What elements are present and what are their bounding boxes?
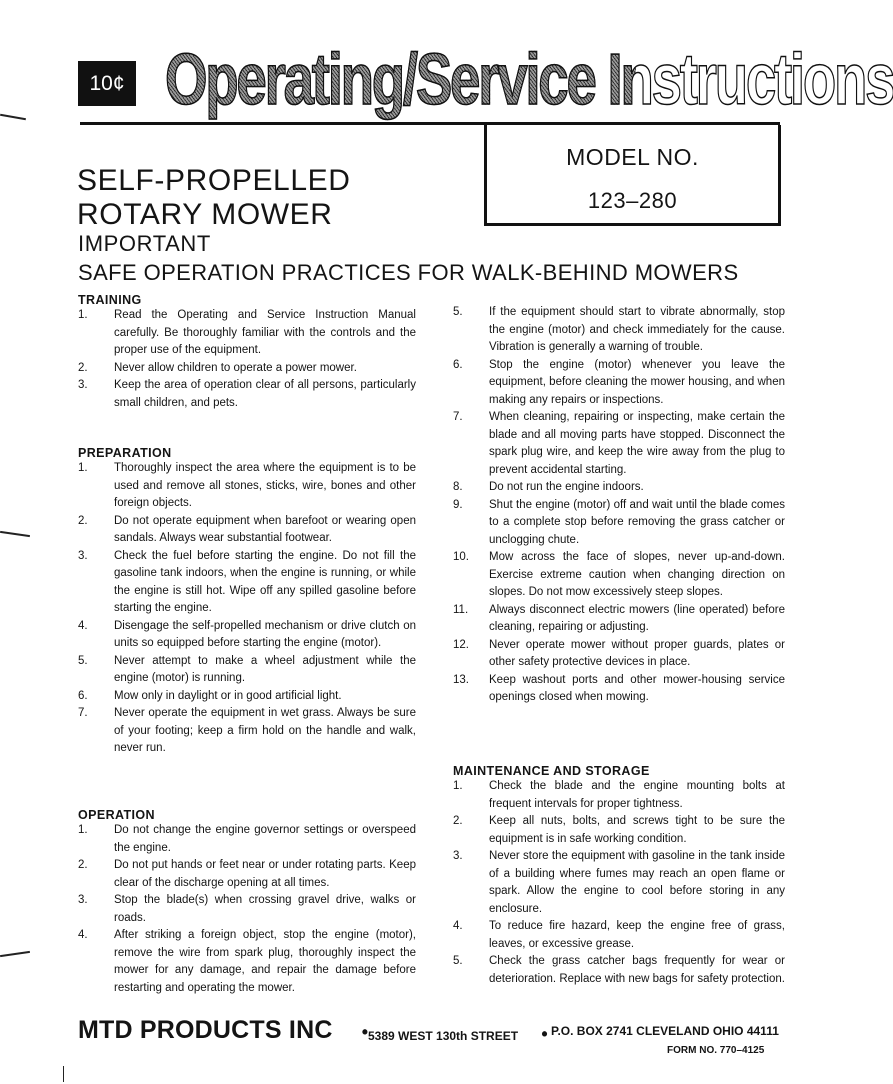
list-item — [78, 857, 416, 892]
safe-operation-heading: SAFE OPERATION PRACTICES FOR WALK-BEHIND MOWERS — [78, 260, 739, 285]
item-number: 3. — [78, 549, 88, 562]
item-text: After striking a foreign object, stop the engine (motor), remove the wire from spark plug, thoroughly inspect the mower for any damage, and repair the damage before restarting and operating the mower. — [114, 929, 416, 994]
preparation-list — [78, 460, 416, 758]
item-text: Thoroughly inspect the area where the equipment is to be used and remove all stones, sticks, wire, bones and other foreign objects. — [114, 462, 416, 509]
item-text: Stop the engine (motor) whenever you leave the equipment, before cleaning the mower housing, and when making any repairs or inspections. — [489, 358, 785, 406]
list-item — [453, 357, 785, 410]
list-item — [78, 307, 416, 360]
item-number: 5. — [78, 654, 88, 667]
company-name-text: MTD PRODUCTS INC — [78, 1016, 333, 1044]
preparation-section — [78, 446, 416, 758]
price-text: 10¢ — [89, 71, 125, 95]
item-text: Stop the blade(s) when crossing gravel drive, walks or roads. — [114, 894, 416, 924]
model-number-box — [484, 125, 781, 226]
training-section — [78, 293, 416, 412]
item-number: 10. — [453, 551, 469, 563]
item-text: Never store the equipment with gasoline in the tank inside of a building where fumes may reach an open flame or spark. Allow the engine to cool before storing in any enclosure. — [489, 850, 785, 915]
list-item — [453, 778, 785, 813]
list-item — [78, 892, 416, 927]
item-text: Do not operate equipment when barefoot or wearing open sandals. Always wear substantial footwear. — [114, 514, 416, 544]
list-item — [78, 688, 416, 706]
item-number: 3. — [78, 379, 88, 391]
item-number: 2. — [453, 815, 463, 827]
list-item — [78, 822, 416, 857]
item-number: 5. — [453, 955, 463, 967]
list-item — [78, 548, 416, 618]
list-item — [453, 637, 785, 672]
price-badge — [78, 61, 136, 106]
operation-section — [78, 808, 416, 997]
item-text: Never operate mower without proper guards, plates or other safety protective devices in place. — [489, 638, 785, 668]
item-number: 1. — [78, 824, 88, 836]
list-item — [78, 460, 416, 513]
item-number: 1. — [453, 780, 463, 792]
list-item — [78, 705, 416, 758]
form-number: FORM NO. 770–4125 — [667, 1045, 765, 1056]
item-number: 12. — [453, 638, 469, 651]
item-text: Do not change the engine governor settings or overspeed the engine. — [114, 824, 416, 854]
item-number: 5. — [453, 306, 463, 318]
item-number: 9. — [453, 498, 463, 511]
item-text: Do not put hands or feet near or under rotating parts. Keep clear of the discharge opening at all times. — [114, 859, 416, 889]
list-item — [78, 513, 416, 548]
important-heading: IMPORTANT — [78, 231, 211, 256]
list-item — [453, 304, 785, 357]
item-number: 8. — [453, 481, 463, 493]
model-label: MODEL NO. — [566, 144, 699, 170]
item-number: 7. — [453, 411, 463, 423]
product-title-line-2: ROTARY MOWER — [77, 198, 333, 231]
item-text: Keep all nuts, bolts, and screws tight to be sure the equipment is in safe working condition. — [489, 815, 785, 845]
list-item — [453, 479, 785, 497]
list-item — [453, 602, 785, 637]
scan-mark — [0, 951, 30, 957]
item-number: 3. — [453, 850, 463, 862]
item-text: Mow across the face of slopes, never up-and-down. Exercise extreme caution when changing direction on slopes. Do not mow excessively steep slopes. — [489, 551, 785, 598]
item-text: Always disconnect electric mowers (line operated) before cleaning, repairing or adjusting. — [489, 603, 785, 633]
list-item — [453, 813, 785, 848]
list-item — [453, 953, 785, 988]
item-text: Keep washout ports and other mower-housing service openings closed when mowing. — [489, 673, 785, 703]
operation-continued-list — [453, 304, 785, 707]
po-box-address: P.O. BOX 2741 CLEVELAND OHIO 44111 — [551, 1024, 779, 1038]
item-text: If the equipment should start to vibrate abnormally, stop the engine (motor) and check immediately for the cause. Vibration is generally a warning of trouble. — [489, 306, 785, 353]
operation-continued-section — [453, 304, 785, 707]
training-list — [78, 307, 416, 412]
item-text: Check the fuel before starting the engine. Do not fill the gasoline tank indoors, when the engine is running, or while the engine is still hot. Wipe off any spilled gasoline before starting the engine. — [114, 549, 416, 614]
training-title: TRAINING — [78, 293, 142, 307]
item-number: 3. — [78, 894, 88, 906]
list-item — [78, 360, 416, 378]
list-item — [453, 848, 785, 918]
item-number: 2. — [78, 361, 88, 374]
maintenance-list — [453, 778, 785, 988]
list-item — [453, 672, 785, 707]
scan-mark — [0, 114, 26, 120]
operation-title: OPERATION — [78, 808, 155, 822]
product-title-line-1: SELF-PROPELLED — [77, 164, 351, 197]
item-text: Disengage the self-propelled mechanism or drive clutch on units so equipped before starting the engine (motor). — [114, 619, 416, 649]
item-text: Mow only in daylight or in good artificial light. — [114, 689, 342, 702]
company-address — [368, 1024, 548, 1045]
list-item — [453, 549, 785, 602]
scan-mark — [0, 531, 30, 537]
item-number: 7. — [78, 707, 88, 719]
company-name — [78, 1016, 368, 1045]
maintenance-title: MAINTENANCE AND STORAGE — [453, 764, 650, 778]
item-text: Check the grass catcher bags frequently for wear or deterioration. Replace with new bags for safety protection. — [489, 955, 785, 985]
item-text: Check the blade and the engine mounting bolts at frequent intervals for proper tightness. — [489, 780, 785, 810]
item-text: Never attempt to make a wheel adjustment while the engine (motor) is running. — [114, 654, 416, 684]
item-number: 4. — [453, 920, 463, 932]
item-number: 13. — [453, 673, 469, 686]
item-text: When cleaning, repairing or inspecting, make certain the blade and all moving parts have stopped. Disconnect the spark plug wire, and keep the wire away from the plug to prevent accidental starting. — [489, 411, 785, 476]
list-item — [453, 918, 785, 953]
separator-bullet: • — [361, 1022, 369, 1042]
item-number: 2. — [78, 859, 88, 871]
item-number: 4. — [78, 619, 88, 632]
model-number: 123–280 — [587, 188, 678, 213]
list-item — [453, 497, 785, 550]
item-number: 6. — [453, 358, 463, 371]
document-title: Operating/Service Instructions — [165, 22, 636, 138]
item-text: Shut the engine (motor) off and wait until the blade comes to a complete stop before removing the grass catcher or unclogging chute. — [489, 498, 785, 546]
list-item — [78, 927, 416, 997]
item-number: 2. — [78, 514, 88, 527]
scan-mark — [63, 1066, 64, 1082]
item-number: 11. — [453, 603, 469, 616]
item-text: To reduce fire hazard, keep the engine free of grass, leaves, or excessive grease. — [489, 920, 785, 950]
preparation-title: PREPARATION — [78, 446, 172, 460]
item-text: Read the Operating and Service Instruction Manual carefully. Be thoroughly familiar with the controls and the proper use of the equipment. — [114, 309, 416, 356]
operation-list — [78, 822, 416, 997]
maintenance-section — [453, 764, 785, 988]
list-item — [78, 618, 416, 653]
item-number: 6. — [78, 689, 88, 702]
list-item — [78, 653, 416, 688]
item-text: Keep the area of operation clear of all persons, particularly small children, and pets. — [114, 379, 416, 409]
list-item — [453, 409, 785, 479]
item-number: 1. — [78, 462, 88, 474]
item-number: 4. — [78, 929, 88, 941]
item-text: Never operate the equipment in wet grass. Always be sure of your footing; keep a firm hold on the handle and walk, never run. — [114, 707, 416, 754]
item-text: Do not run the engine indoors. — [489, 481, 644, 493]
list-item — [78, 377, 416, 412]
street-address: 5389 WEST 130th STREET — [368, 1029, 519, 1043]
item-text: Never allow children to operate a power mower. — [114, 361, 357, 374]
product-title — [77, 164, 477, 232]
separator-bullet: • — [541, 1024, 548, 1044]
item-number: 1. — [78, 309, 88, 321]
